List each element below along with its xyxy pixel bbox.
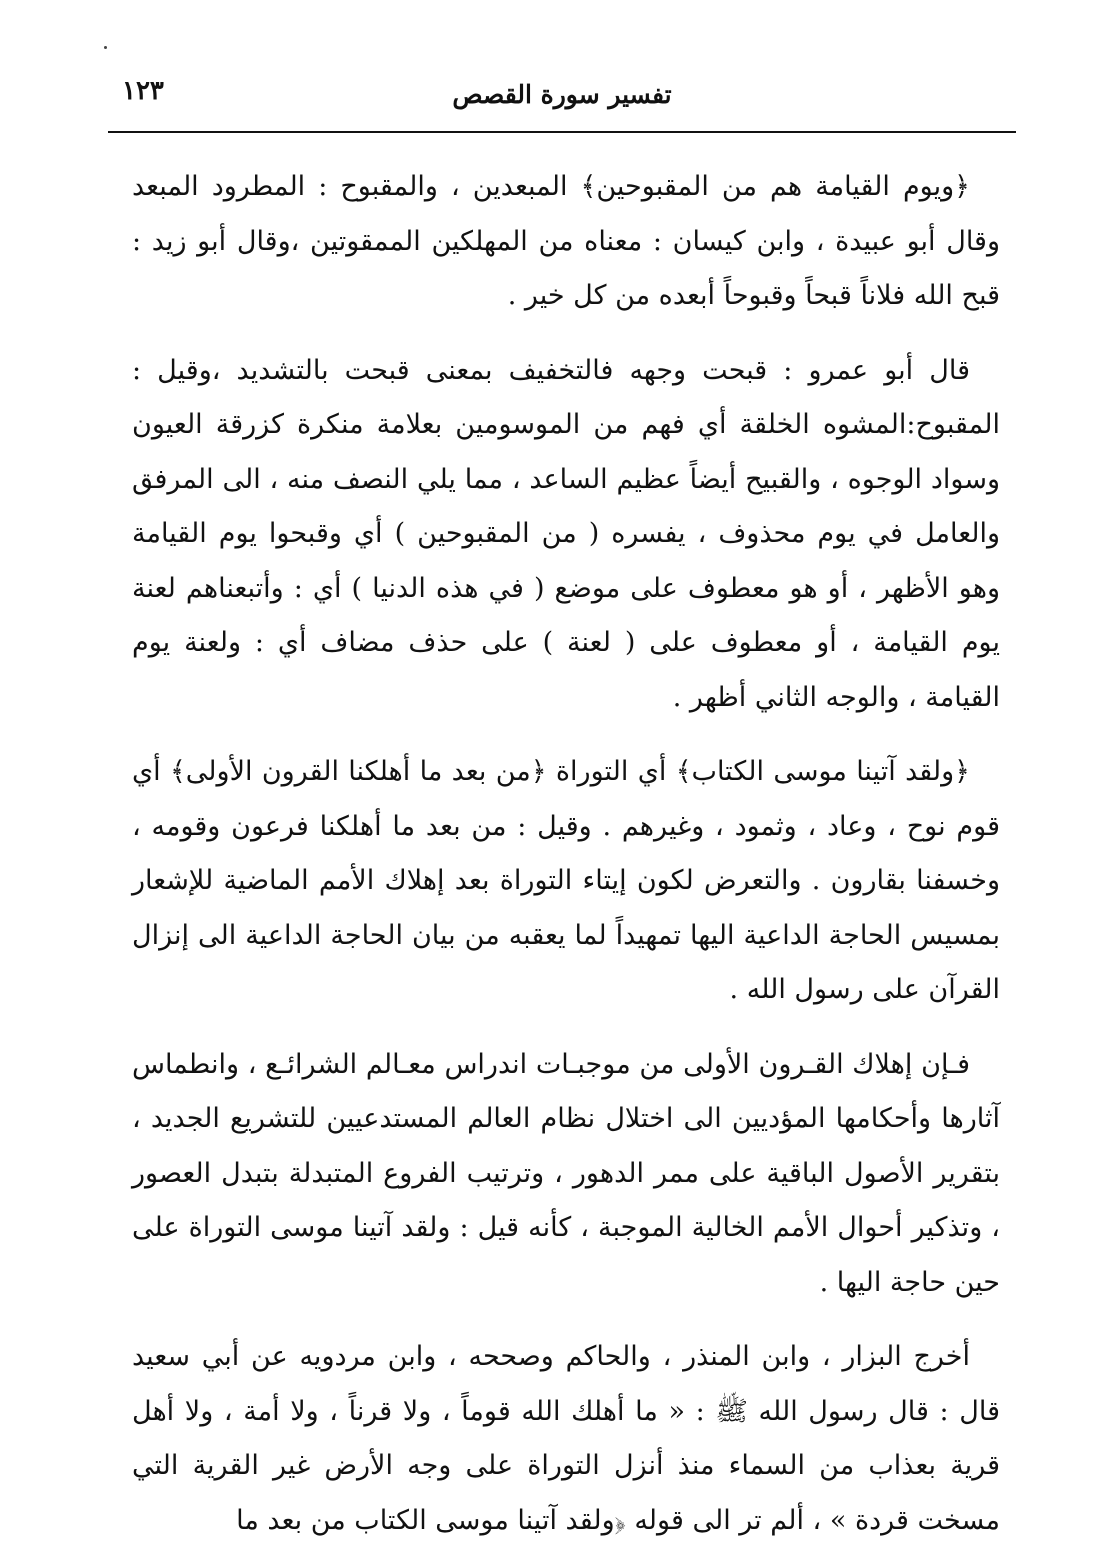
paragraph-2: قال أبو عمرو : قبحت وجهه فالتخفيف بمعنى قبحت بالتشديد ،وقيل : المقبوح:المشوه الخلقة أي فهم من الموسومين بعلامة منكرة كزرقة العيون وسواد الوجوه ، والقبيح أيضاً عظيم الساعد ، مما يلي النصف منه ، الى المرفق والعامل في يوم محذوف ، يفسره ( من المقبوحين ) أي وقبحوا يوم القيامة وهو الأظهر ، أو هو معطوف على موضع ( في هذه الدنيا ) أي : وأتبعناهم لعنة يوم القيامة ، أو معطوف على ( لعنة ) على حذف مضاف أي : ولعنة يوم القيامة ، والوجه الثاني أظهر . bbox=[132, 354, 1000, 713]
header-divider bbox=[108, 131, 1016, 133]
page-number: ١٢٣ bbox=[122, 76, 164, 106]
running-header bbox=[108, 76, 1016, 130]
paragraph-3: ﴿ولقد آتينا موسى الكتاب﴾ أي التوراة ﴿من بعد ما أهلكنا القرون الأولى﴾ أي قوم نوح ، وعاد ، وثمود ، وغيرهم . وقيل : من بعد ما أهلكنا فرعون وقومه ، وخسفنا بقارون . والتعرض لكون إيتاء التوراة بعد إهلاك الأمم الماضية للإشعار بمسيس الحاجة الداعية اليها تمهيداً لما يعقبه من بيان الحاجة الداعية الى إنزال القرآن على رسول الله . bbox=[132, 756, 1000, 1005]
paragraph-5: أخرج البزار ، وابن المنذر ، والحاكم وصححه ، وابن مردويه عن أبي سعيد قال : قال رسول الله ﷺ : « ما أهلك الله قوماً ، ولا قرناً ، ولا أمة ، ولا أهل قرية بعذاب من السماء منذ أنزل التوراة على وجه الأرض غير القرية التي مسخت قردة » ، ألم تر الى قوله ﴿ولقد آتينا موسى الكتاب من بعد ما bbox=[132, 1341, 1000, 1536]
paragraph-1: ﴿ويوم القيامة هم من المقبوحين﴾ المبعدين ، والمقبوح : المطرود المبعد وقال أبو عبيدة ، وابن كيسان : معناه من المهلكين الممقوتين ،وقال أبو زيد : قبح الله فلاناً قبحاً وقبوحاً أبعده من كل خير . bbox=[132, 171, 1000, 311]
scan-speck bbox=[104, 46, 107, 49]
paragraph-4: فـإن إهلاك القـرون الأولى من موجبـات اندراس معـالم الشرائـع ، وانطماس آثارها وأحكامها المؤديين الى اختلال نظام العالم المستدعيين للتشريع الجديد ، بتقرير الأصول الباقية على ممر الدهور ، وترتيب الفروع المتبدلة بتبدل العصور ، وتذكير أحوال الأمم الخالية الموجبة ، كأنه قيل : ولقد آتينا موسى التوراة على حين حاجة اليها . bbox=[132, 1048, 1000, 1298]
page-body bbox=[132, 160, 1000, 1568]
running-title: تفسير سورة القصص bbox=[452, 80, 672, 109]
